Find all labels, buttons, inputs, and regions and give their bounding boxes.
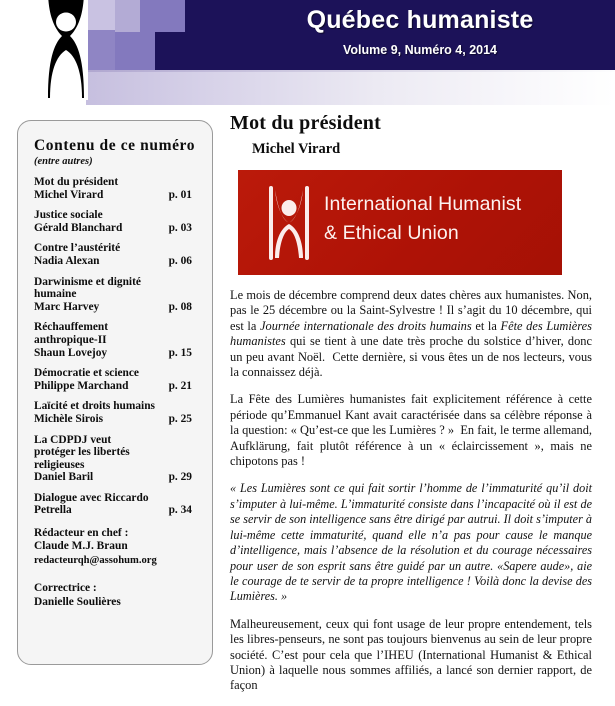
toc-entry-author: Michèle Sirois [34, 412, 104, 425]
toc-entry-page: p. 08 [168, 300, 192, 313]
toc-entry-title-line: anthropique-II [34, 333, 107, 346]
toc-entry-page: p. 06 [168, 254, 192, 267]
toc-entry-author-row [34, 347, 198, 360]
toc-entry-title-line: Darwinisme et dignité [34, 275, 141, 288]
masthead-purple-block-c [115, 32, 155, 70]
toc-entry[interactable] [34, 492, 198, 517]
iheu-banner-line1: International Humanist [324, 193, 522, 215]
masthead-gradient-band [86, 72, 615, 105]
toc-entry[interactable] [34, 242, 198, 267]
toc-entry-author: Petrella [34, 504, 72, 517]
toc-entry[interactable] [34, 276, 198, 314]
toc-entry-author: Michel Virard [34, 188, 104, 201]
happy-human-figure-icon [44, 0, 88, 98]
toc-credits [34, 527, 198, 609]
toc-entry-title-line: protéger les libertés [34, 446, 130, 459]
toc-entry-author-row [34, 255, 198, 268]
masthead-lavender-strip-dark [86, 30, 115, 70]
toc-entry-author-row [34, 413, 198, 426]
toc-entry-title-line: La CDPDJ veut [34, 433, 112, 446]
toc-entry-page: p. 21 [168, 379, 192, 392]
toc-entry-author: Philippe Marchand [34, 379, 129, 392]
toc-credit-line: Correctrice : [34, 582, 97, 595]
toc-entry-author: Daniel Baril [34, 471, 94, 484]
masthead-purple-block-b [140, 0, 185, 32]
toc-entry-author-row [34, 189, 198, 202]
table-of-contents-box [17, 120, 213, 665]
toc-entry-author-row [34, 301, 198, 314]
toc-title: Contenu de ce numéro [34, 137, 196, 154]
editor-email[interactable]: redacteurqh@assohum.org [34, 555, 157, 567]
toc-entry[interactable] [34, 321, 198, 359]
iheu-banner [238, 170, 562, 275]
toc-entry-title-line: Contre l’austérité [34, 242, 121, 255]
happy-human-figure-icon [266, 184, 312, 262]
toc-entry[interactable] [34, 176, 198, 201]
toc-entry-author: Shaun Lovejoy [34, 346, 108, 359]
toc-entry-title-line: Justice sociale [34, 209, 103, 222]
iheu-banner-text [324, 190, 521, 248]
article-author: Michel Virard [252, 141, 341, 157]
toc-subtitle: (entre autres) [34, 156, 93, 167]
toc-entry[interactable] [34, 434, 198, 484]
toc-credit-block [34, 582, 198, 608]
toc-entry-page: p. 01 [168, 188, 192, 201]
toc-credit-line: Danielle Soulières [34, 595, 121, 608]
toc-entry-author: Gérald Blanchard [34, 221, 123, 234]
toc-entry-author-row [34, 504, 198, 517]
toc-entry[interactable] [34, 367, 198, 392]
iheu-banner-line2: & Ethical Union [324, 222, 459, 244]
toc-entry-page: p. 29 [168, 471, 192, 484]
toc-entry-title-line: Démocratie et science [34, 367, 139, 380]
toc-entry-title-line: religieuses [34, 458, 85, 471]
article-paragraph: Le mois de décembre comprend deux dates chères aux humanistes. Non, pas le 25 décembre ou la Saint-Sylvestre ! Il s’agit du 10 décembre, qui est la Journée internationale des droits humains et la Fête des Lumières humanistes qui se tient à une date très proche du solstice d’hiver, donc un peu avant Noël. Cette dernière, si vous êtes un de nos lecteurs, vous la connaissez déjà. [230, 288, 592, 380]
toc-entry[interactable] [34, 209, 198, 234]
toc-entry-title-line: Laïcité et droits humains [34, 400, 155, 413]
publication-issue: Volume 9, Numéro 4, 2014 [343, 43, 497, 57]
toc-entry-author: Nadia Alexan [34, 254, 100, 267]
toc-entry-page: p. 25 [168, 412, 192, 425]
article-paragraph: Malheureusement, ceux qui font usage de leur propre entendement, tels les libres-penseurs, ne sont pas toujours bienvenus au sein de leur propre société. C’est pour cela que l’IHEU (International Humanist & Ethical Union) à laquelle nous sommes affiliés, a lancé son dernier rapport, de façon [230, 616, 592, 693]
article-paragraph: La Fête des Lumières humanistes fait explicitement référence à cette période qu’Emmanuel Kant avait caractérisée dans sa célèbre réponse à la question: « Qu’est-ce que les Lumières ? » En fait, le terme allemand, Aufklärung, fait plutôt référence à un « éclaircissement », mais ne chipotons pas ! [230, 392, 592, 469]
article-column [230, 112, 592, 706]
toc-entry-author-row [34, 380, 198, 393]
toc-entry-title-line: Mot du président [34, 176, 119, 188]
toc-entry-author-row [34, 222, 198, 235]
toc-entry-title-line: Réchauffement [34, 321, 109, 334]
publication-title: Québec humaniste [306, 6, 534, 34]
toc-credit-line: Claude M.J. Braun [34, 540, 128, 553]
toc-entry-title-line: Dialogue avec Riccardo [34, 491, 149, 504]
toc-entry-list [34, 176, 198, 517]
toc-entry-author-row [34, 471, 198, 484]
toc-entry-page: p. 15 [168, 346, 192, 359]
toc-entry-page: p. 34 [168, 504, 192, 517]
toc-credit-line: Rédacteur en chef : [34, 527, 129, 540]
toc-credit-block [34, 527, 198, 568]
toc-entry[interactable] [34, 400, 198, 425]
toc-entry-page: p. 03 [168, 221, 192, 234]
article-blockquote: « Les Lumières sont ce qui fait sortir l’homme de l’immaturité qu’il doit s’imputer à lui-même. L’immaturité consiste dans l’incapacité où il est de se servir de son intelligence sans être dirigé par autrui. Il doit s’imputer à lui-même cette immaturité, quand elle n’a pas pour cause le manque d’intelligence, mais l’absence de la résolution et du courage nécessaires pour user de son esprit sans être guidé par un autre. «Sapere aude», aie le courage de te servir de ta propre intelligence ! Voilà donc la devise des Lumières. » [230, 481, 592, 604]
article-body [230, 288, 592, 694]
article-title: Mot du président [230, 112, 381, 134]
toc-entry-title-line: humaine [34, 288, 77, 301]
masthead [0, 0, 615, 105]
toc-entry-author: Marc Harvey [34, 300, 100, 313]
